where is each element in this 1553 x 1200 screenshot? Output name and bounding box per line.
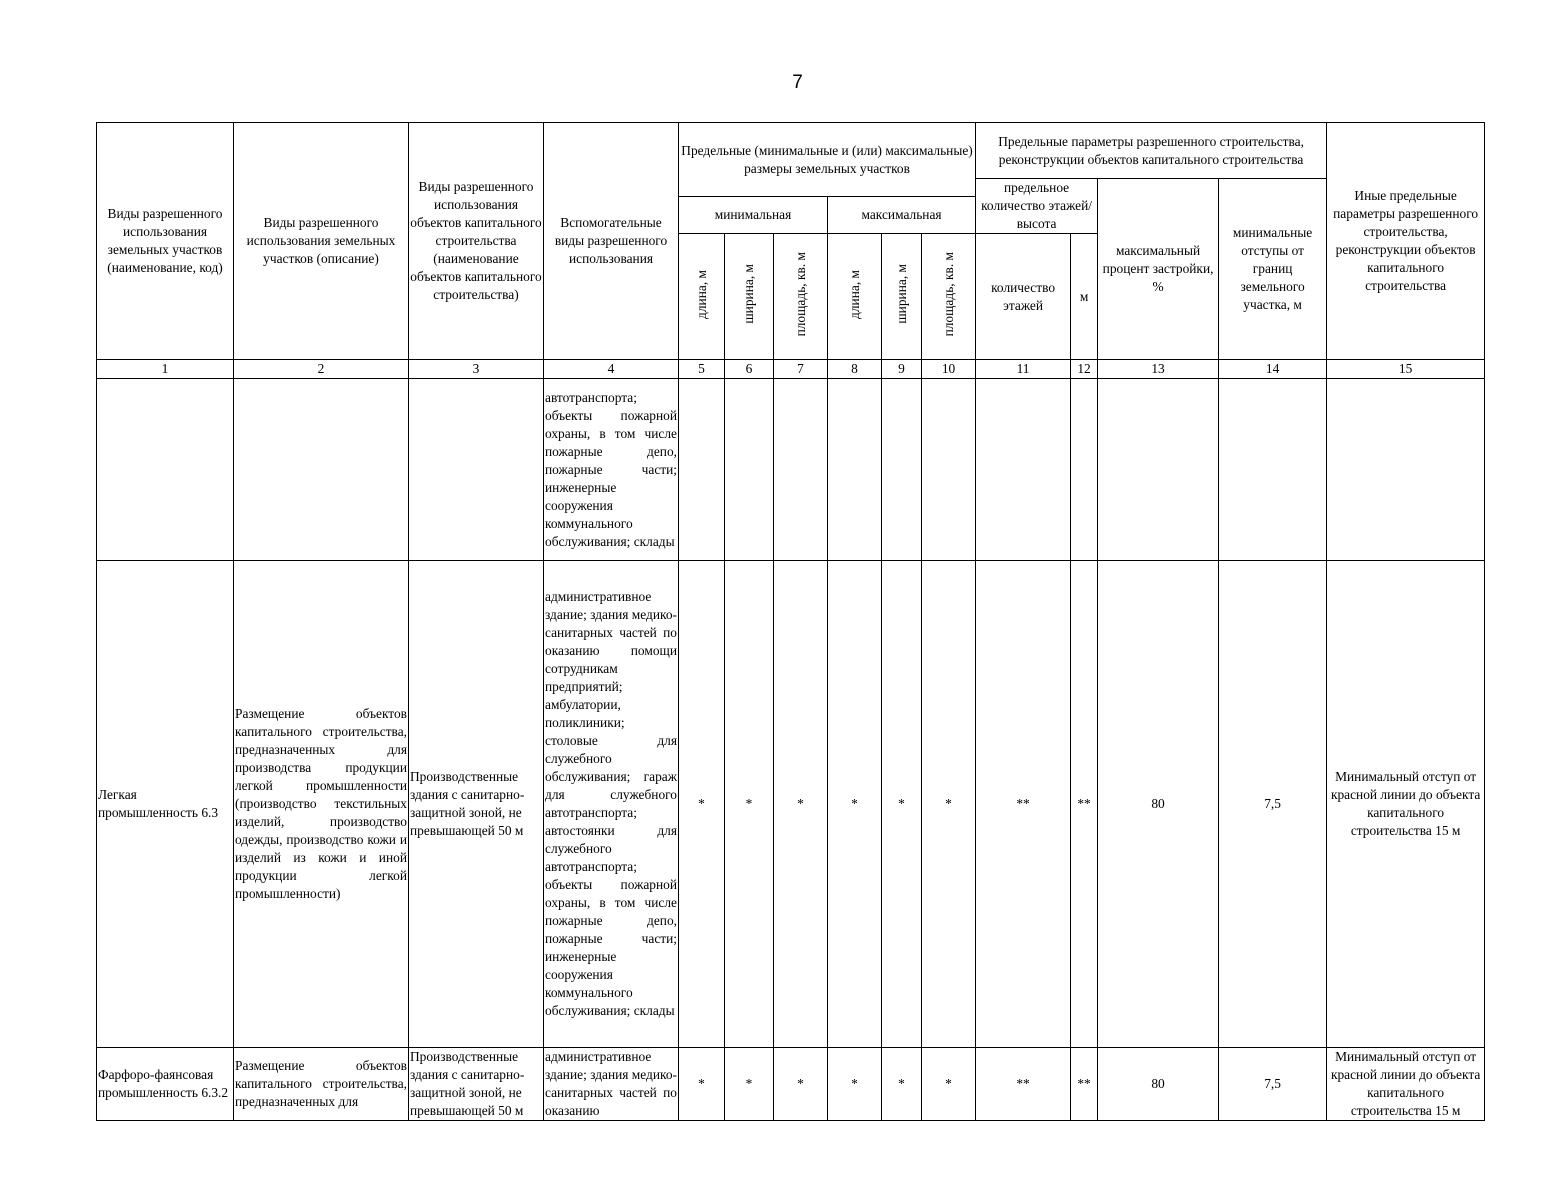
max-length-value: * (828, 561, 882, 1048)
land-use-name (97, 379, 234, 561)
max-width-value: * (882, 1048, 922, 1121)
min-area-value: * (774, 1048, 828, 1121)
land-use-name: Фарфоро-фаянсовая промышленность 6.3.2 (97, 1048, 234, 1121)
column-number: 2 (234, 360, 409, 379)
header-floors-height: предельное количество этажей/высота (976, 179, 1098, 234)
column-number: 4 (544, 360, 679, 379)
column-number: 3 (409, 360, 544, 379)
header-capital-objects: Виды разрешенного использования объектов капитального строительства (наименование объектов капитального строительства) (409, 123, 544, 360)
header-max-percent: максимальный процент застройки, % (1098, 179, 1219, 360)
min-length-value: * (679, 1048, 725, 1121)
capital-objects: Производственные здания с санитарно-защитной зоной, не превышающей 50 м (409, 1048, 544, 1121)
min-setback-value (1219, 379, 1327, 561)
height-value (1071, 379, 1098, 561)
header-other-params: Иные предельные параметры разрешенного строительства, реконструкции объектов капитального строительства (1327, 123, 1485, 360)
max-width-value (882, 379, 922, 561)
header-max-length: длина, м (828, 234, 882, 360)
max-area-value: * (922, 561, 976, 1048)
max-length-value (828, 379, 882, 561)
header-floor-count: количество этажей (976, 234, 1071, 360)
header-land-use-types: Виды разрешенного использования земельных участков (наименование, код) (97, 123, 234, 360)
header-min-width: ширина, м (725, 234, 774, 360)
column-number: 14 (1219, 360, 1327, 379)
table-row (97, 379, 1485, 561)
header-auxiliary-uses: Вспомогательные виды разрешенного использования (544, 123, 679, 360)
other-params: Минимальный отступ от красной линии до объекта капитального строительства 15 м (1327, 561, 1485, 1048)
max-percent-value: 80 (1098, 561, 1219, 1048)
land-use-description (234, 379, 409, 561)
header-min-area: площадь, кв. м (774, 234, 828, 360)
min-setback-value: 7,5 (1219, 1048, 1327, 1121)
land-use-description: Размещение объектов капитального строительства, предназначенных для (234, 1048, 409, 1121)
floor-count-value: ** (976, 1048, 1071, 1121)
min-area-value: * (774, 561, 828, 1048)
column-number: 12 (1071, 360, 1098, 379)
min-setback-value: 7,5 (1219, 561, 1327, 1048)
capital-objects: Производственные здания с санитарно-защитной зоной, не превышающей 50 м (409, 561, 544, 1048)
header-maximum: максимальная (828, 197, 976, 234)
max-width-value: * (882, 561, 922, 1048)
height-value: ** (1071, 561, 1098, 1048)
header-construction-params: Предельные параметры разрешенного строительства, реконструкции объектов капитального строительства (976, 123, 1327, 179)
column-number: 11 (976, 360, 1071, 379)
column-numbers-row (97, 360, 1485, 379)
header-max-area: площадь, кв. м (922, 234, 976, 360)
column-number: 7 (774, 360, 828, 379)
page-number: 7 (792, 72, 803, 93)
table-row (97, 561, 1485, 1048)
column-number: 13 (1098, 360, 1219, 379)
auxiliary-uses: административное здание; здания медико-санитарных частей по оказанию помощи сотрудникам предприятий; амбулатории, поликлиники; столовые для служебного обслуживания; гараж для служебного автотранспорта; автостоянки для служебного автотранспорта; объекты пожарной охраны, в том числе пожарные депо, пожарные части; инженерные сооружения коммунального обслуживания; склады (544, 561, 679, 1048)
column-number: 8 (828, 360, 882, 379)
column-number: 5 (679, 360, 725, 379)
max-area-value (922, 379, 976, 561)
auxiliary-uses: административное здание; здания медико-санитарных частей по оказанию (544, 1048, 679, 1121)
land-use-name: Легкая промышленность 6.3 (97, 561, 234, 1048)
other-params (1327, 379, 1485, 561)
height-value: ** (1071, 1048, 1098, 1121)
max-percent-value (1098, 379, 1219, 561)
header-meters: м (1071, 234, 1098, 360)
header-plot-size-limits: Предельные (минимальные и (или) максимальные) размеры земельных участков (679, 123, 976, 197)
column-number: 6 (725, 360, 774, 379)
min-length-value: * (679, 561, 725, 1048)
header-land-use-description: Виды разрешенного использования земельных участков (описание) (234, 123, 409, 360)
land-use-description: Размещение объектов капитального строительства, предназначенных для производства продукции легкой промышленности (производство текстильных изделий, производство одежды, производство кожи и изделий из кожи и иной продукции легкой промышленности) (234, 561, 409, 1048)
table-row (97, 1048, 1485, 1121)
auxiliary-uses: автотранспорта; объекты пожарной охраны, в том числе пожарные депо, пожарные части; инженерные сооружения коммунального обслуживания; склады (544, 379, 679, 561)
min-width-value (725, 379, 774, 561)
min-width-value: * (725, 1048, 774, 1121)
min-area-value (774, 379, 828, 561)
max-area-value: * (922, 1048, 976, 1121)
header-max-width: ширина, м (882, 234, 922, 360)
floor-count-value: ** (976, 561, 1071, 1048)
capital-objects (409, 379, 544, 561)
column-number: 9 (882, 360, 922, 379)
column-number: 10 (922, 360, 976, 379)
max-length-value: * (828, 1048, 882, 1121)
header-min-setback: минимальные отступы от границ земельного участка, м (1219, 179, 1327, 360)
header-min-length: длина, м (679, 234, 725, 360)
column-number: 1 (97, 360, 234, 379)
min-length-value (679, 379, 725, 561)
floor-count-value (976, 379, 1071, 561)
min-width-value: * (725, 561, 774, 1048)
column-number: 15 (1327, 360, 1485, 379)
max-percent-value: 80 (1098, 1048, 1219, 1121)
other-params: Минимальный отступ от красной линии до объекта капитального строительства 15 м (1327, 1048, 1485, 1121)
header-minimum: минимальная (679, 197, 828, 234)
land-use-regulations-table (96, 122, 1485, 1121)
